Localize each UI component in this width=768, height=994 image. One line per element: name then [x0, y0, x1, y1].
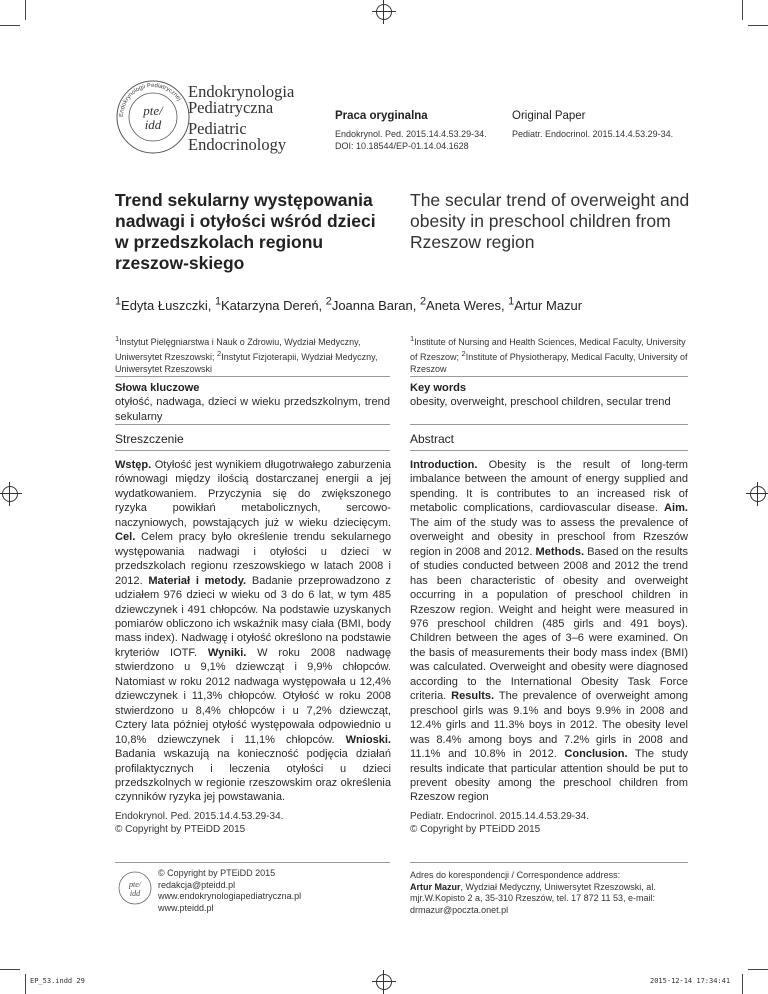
author: $^2$Aneta Weres,	[420, 296, 509, 314]
abstract-en-heading: Abstract	[410, 432, 455, 446]
paper-type-en: Original Paper	[512, 110, 586, 122]
crop-mark	[0, 25, 20, 26]
correspondence-address: Adres do korespondencji / Correspondence address: Artur Mazur, Wydział Medyczny, Uniwersytet Rzeszowski, al. mjr.W.Kopisto 2 a, 35-310 Rzeszów, tel. 17 872 11 53, e-mail: drmazur@poczta.onet.pl	[410, 870, 656, 915]
crop-mark	[25, 974, 26, 994]
svg-text:idd: idd	[144, 117, 162, 132]
keywords-pl-heading: Słowa kluczowe	[115, 382, 200, 394]
svg-text:pte/: pte/	[129, 880, 141, 889]
slug-file: EP_53.indd 29	[30, 977, 85, 985]
contact-website[interactable]: www.endokrynologiapediatryczna.pl	[158, 891, 302, 901]
journal-logo	[114, 78, 314, 158]
divider	[410, 862, 688, 863]
title-pl: Trend sekularny występowania nadwagi i otyłości wśród dzieci w przedszkolach regionu rzeszow-skiego	[115, 190, 376, 273]
journal-seal-icon	[114, 78, 192, 156]
svg-text:idd: idd	[129, 889, 141, 898]
contact-block	[158, 868, 301, 914]
author: $^1$Katarzyna Dereń,	[214, 296, 326, 314]
contact-email[interactable]: redakcja@pteidd.pl	[158, 879, 236, 890]
keywords-pl-text: otyłość, nadwaga, dzieci w wieku przedszkolnym, trend sekularny	[115, 396, 390, 423]
slug-date: 2015-12-14 17:34:41	[650, 977, 731, 985]
doi: DOI: 10.18544/EP-01.14.04.1628	[335, 141, 469, 151]
crop-mark	[0, 969, 20, 970]
citation-en: Pediatr. Endocrinol. 2015.14.4.53.29-34.	[512, 129, 674, 139]
keywords-pl	[115, 381, 390, 424]
author-list	[115, 296, 715, 313]
registration-mark-icon	[376, 4, 392, 20]
affiliations-en: $^1$Institute of Nursing and Health Sciences, Medical Faculty, University of Rzeszow; $^2$Institute of Physiotherapy, Medical Faculty, University of Rzeszow	[410, 334, 688, 374]
divider	[115, 862, 390, 863]
contact-copyright: © Copyright by PTEiDD 2015	[158, 868, 276, 878]
registration-mark-icon	[2, 486, 18, 502]
abstract-pl-heading: Streszczenie	[115, 432, 184, 446]
paper-type-pl: Praca oryginalna	[335, 110, 428, 122]
affiliations-pl: $^1$Instytut Pielęgniarstwa i Nauk o Zdrowiu, Wydział Medyczny, Uniwersytet Rzeszowski; $^2$Instytut Fizjoterapii, Wydział Medyczny, Uniwersytet Rzeszowski	[115, 334, 378, 374]
logo-line1: Endokrynologia	[188, 82, 295, 101]
divider	[115, 424, 390, 425]
divider	[410, 424, 688, 425]
author: $^1$Edyta Łuszczki,	[115, 296, 215, 314]
title-en: The secular trend of overweight and obesity in preschool children from Rzeszow region	[410, 190, 690, 252]
author: $^2$Joanna Baran,	[325, 296, 420, 314]
divider	[115, 450, 390, 451]
logo-line4: Endocrinology	[188, 135, 287, 154]
keywords-en-text: obesity, overweight, preschool children, secular trend	[410, 396, 671, 409]
crop-mark	[742, 974, 743, 994]
citation-pl: Endokrynol. Ped. 2015.14.4.53.29-34.	[335, 129, 487, 139]
registration-mark-icon	[750, 486, 766, 502]
keywords-en	[410, 381, 688, 410]
logo-line2: Pediatryczna	[188, 98, 274, 117]
keywords-en-heading: Key words	[410, 382, 467, 394]
contact-website[interactable]: www.pteidd.pl	[158, 902, 214, 913]
footer-citation-en: Pediatr. Endocrinol. 2015.14.4.53.29-34. © Copyright by PTEiDD 2015	[410, 811, 590, 835]
divider	[410, 376, 688, 377]
divider	[115, 376, 390, 377]
crop-mark	[748, 25, 768, 26]
crop-mark	[748, 969, 768, 970]
crop-mark	[25, 0, 26, 20]
logo-line3: Pediatric	[188, 119, 247, 138]
abstract-pl: Wstęp. Otyłość jest wynikiem długotrwałego zaburzenia równowagi między ilością dostarczanej energii a jej wydatkowaniem. Przyczynia się do zwiększonego ryzyka powikłań metabolicznych, sercowo-naczyniowych, powstających już w wieku dziecięcym. Cel. Celem pracy było określenie trendu sekularnego występowania nadwagi i otyłości u dzieci w przedszkolach regionu rzeszowskiego w latach 2008 i 2012. Materiał i metody. Badanie przeprowadzono z udziałem 976 dzieci w wieku od 3 do 6 lat, w tym 485 dziewczynek i 491 chłopców. Na podstawie uzyskanych pomiarów obliczono ich wskaźnik masy ciała (BMI, body mass index). Nadwagę i otyłość określono na podstawie kryteriów IOTF. Wyniki. W roku 2008 nadwagę stwierdzono u 9,1% dziewcząt i 9,9% chłopców. Natomiast w roku 2012 nadwaga występowała u 12,4% dziewczynek i 11,3% chłopców. Otyłość w roku 2008 stwierdzono u 8,4% chłopców i u 7,2% dziewcząt, Cztery lata później otyłość występowała odpowiednio u 10,8% dziewczynek i 11,1% chłopców. Wnioski. Badania wskazują na konieczność podjęcia działań profilaktycznych i leczenia otyłości u dzieci przedszkolnych w regionie rzeszowskim oraz określenia czynników ryzyka jej powstawania.	[115, 459, 392, 804]
abstract-en: Introduction. Obesity is the result of long-term imbalance between the amount of energy supplied and spending. It is contributes to an increased risk of metabolic complications, cardiovascular disease. Aim. The aim of the study was to assess the prevalence of overweight and obesity in preschool from Rzeszów region in 2008 and 2012. Methods. Based on the results of studies conducted between 2008 and 2012 the trend has been characteristic of obesity and overweight occurring in a population of preschool children in Rzeszow region. Weight and height were measured in 976 preschool children (485 girls and 491 boys). Children between the ages of 3–6 were examined. On the basis of measurements their body mass index (BMI) was calculated. Overweight and obesity were diagnosed according to the International Obesity Task Force criteria. Results. The prevalence of overweight among preschool girls was 9.1% and boys 9.9% in 2008 and 12.4% girls and 11.3% boys in 2012. The obesity level was 8.4% among boys and 7.2% girls in 2008 and 11.1% and 10.8% in 2012. Conclusion. The study results indicate that particular attention should be put to prevent obesity among the preschool children from Rzeszow region	[410, 459, 688, 804]
pteidd-logo-icon	[117, 870, 153, 906]
footer-citation-pl: Endokrynol. Ped. 2015.14.4.53.29-34. © Copyright by PTEiDD 2015	[115, 811, 284, 835]
divider	[410, 450, 688, 451]
svg-text:pte/: pte/	[143, 103, 163, 118]
author: $^1$Artur Mazur	[508, 296, 583, 314]
crop-mark	[742, 0, 743, 20]
svg-text:Endokrynologii Pediatrycznej: Endokrynologii Pediatrycznej	[118, 82, 182, 118]
registration-mark-icon	[376, 974, 392, 990]
